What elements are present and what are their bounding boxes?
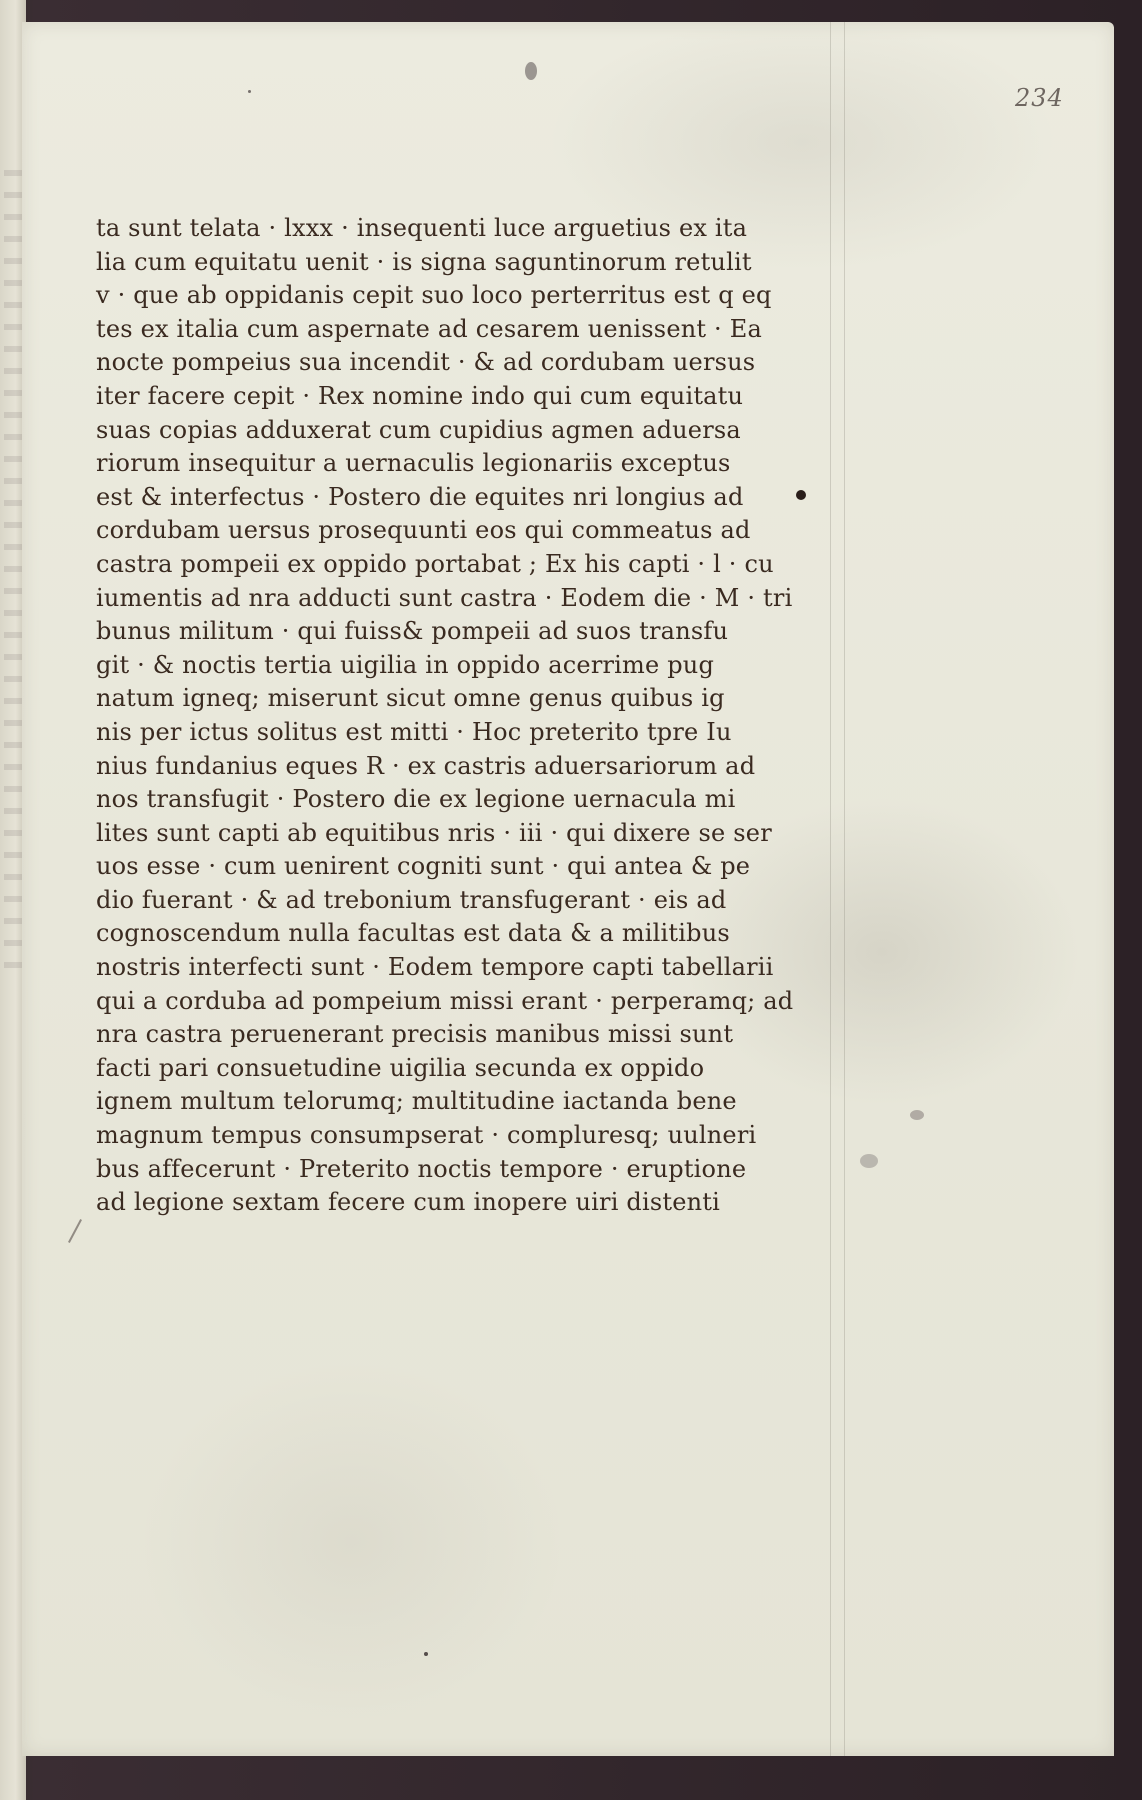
- text-line: magnum tempus consumpserat · compluresq; uulneri: [96, 1121, 757, 1150]
- text-line: git · & noctis tertia uigilia in oppido acerrime pug: [96, 650, 715, 679]
- text-line: qui a corduba ad pompeium missi erant · perperamq; ad: [96, 986, 794, 1015]
- text-line: v · que ab oppidanis cepit suo loco perterritus est q eq: [96, 281, 772, 310]
- text-line: ta sunt telata · lxxx · insequenti luce arguetius ex ita: [96, 214, 748, 242]
- text-line: lites sunt capti ab equitibus nris · iii · qui dixere se ser: [96, 818, 772, 847]
- text-line: iter facere cepit · Rex nomine indo qui cum equitatu: [96, 381, 744, 410]
- text-line: nra castra peruenerant precisis manibus missi sunt: [96, 1020, 734, 1049]
- text-line: lia cum equitatu uenit · is signa saguntinorum retulit: [96, 247, 752, 276]
- text-line: ad legione sextam fecere cum inopere uiri distenti: [96, 1188, 721, 1217]
- stain: [910, 1110, 924, 1120]
- text-block: [96, 212, 836, 1220]
- text-line: natum igneq; miserunt sicut omne genus quibus ig: [96, 684, 725, 713]
- text-line: nocte pompeius sua incendit · & ad cordubam uersus: [96, 348, 756, 377]
- text-line: tes ex italia cum aspernate ad cesarem uenissent · Ea: [96, 314, 762, 343]
- text-line: castra pompeii ex oppido portabat ; Ex his capti · l · cu: [96, 549, 774, 578]
- margin-mark: [68, 1219, 82, 1243]
- text-line: bunus militum · qui fuiss& pompeii ad suos transfu: [96, 617, 729, 646]
- text-line: ignem multum telorumq; multitudine iactanda bene: [96, 1087, 737, 1116]
- ink-blot: [525, 62, 537, 80]
- text-line: nius fundanius eques R · ex castris aduersariorum ad: [96, 751, 756, 780]
- text-line: suas copias adduxerat cum cupidius agmen aduersa: [96, 415, 741, 444]
- text-line: iumentis ad nra adducti sunt castra · Eodem die · M · tri: [96, 583, 793, 612]
- text-line: facti pari consuetudine uigilia secunda ex oppido: [96, 1053, 705, 1082]
- stain: [860, 1154, 878, 1168]
- previous-page-text-bleed: [4, 170, 22, 970]
- text-line: cognoscendum nulla facultas est data & a militibus: [96, 919, 730, 948]
- folio-number: 234: [1015, 84, 1064, 112]
- text-line: cordubam uersus prosequunti eos qui commeatus ad: [96, 516, 751, 545]
- text-line: uos esse · cum uenirent cogniti sunt · qui antea & pe: [96, 852, 751, 881]
- manuscript-folio: [22, 22, 1114, 1756]
- ruling-line: [844, 22, 845, 1756]
- ink-speck: [248, 90, 251, 93]
- text-line: nostris interfecti sunt · Eodem tempore capti tabellarii: [96, 953, 774, 982]
- ink-speck: [424, 1652, 428, 1656]
- text-line: riorum insequitur a uernaculis legionariis exceptus: [96, 449, 731, 478]
- text-line: nos transfugit · Postero die ex legione uernacula mi: [96, 785, 736, 814]
- text-line: est & interfectus · Postero die equites nri longius ad: [96, 482, 744, 511]
- text-line: dio fuerant · & ad trebonium transfugerant · eis ad: [96, 885, 727, 914]
- text-line: nis per ictus solitus est mitti · Hoc preterito tpre Iu: [96, 717, 732, 746]
- text-line: bus affecerunt · Preterito noctis tempore · eruptione: [96, 1154, 747, 1183]
